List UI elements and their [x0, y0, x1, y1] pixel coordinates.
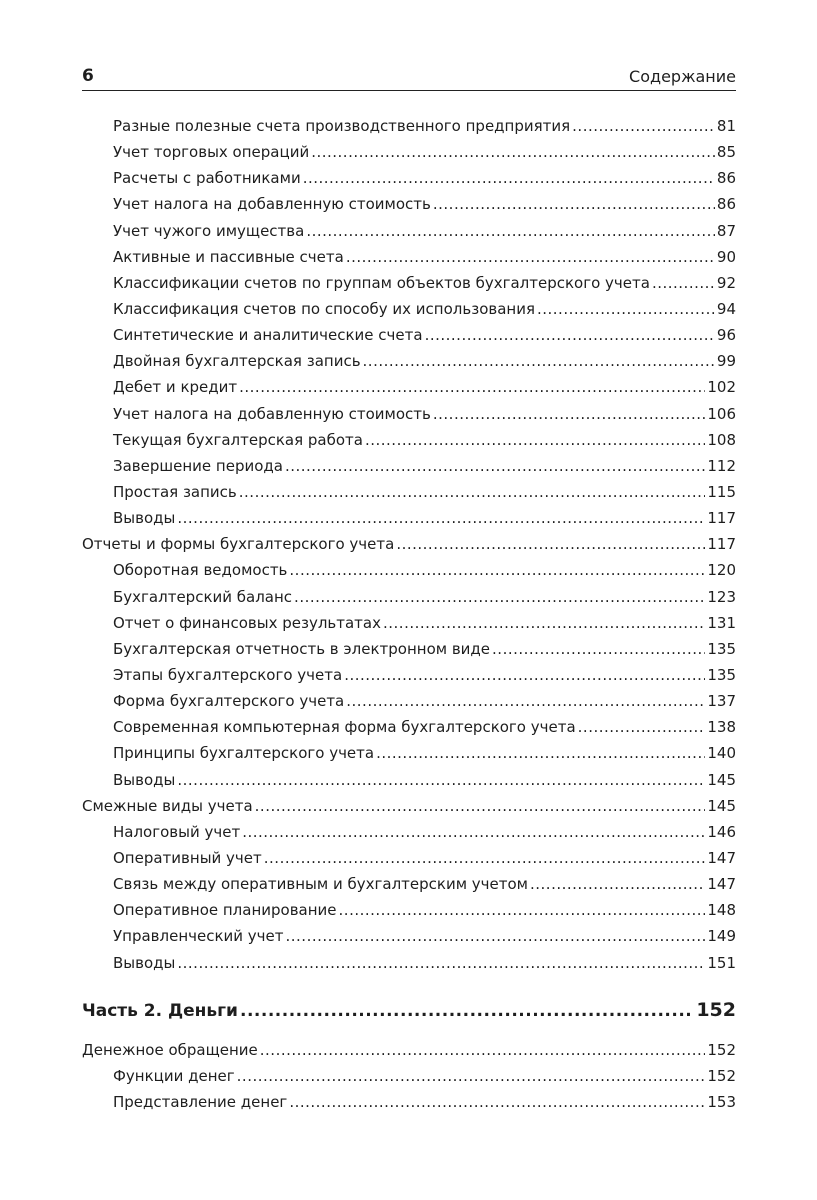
toc-page-number: 145 [707, 796, 736, 815]
toc-page-number: 108 [707, 430, 736, 449]
toc-entry-title: Активные и пассивные счета [113, 247, 344, 266]
toc-entry [82, 1089, 736, 1115]
toc-entry-title: Завершение периода [113, 456, 283, 475]
toc-page-number: 96 [716, 326, 736, 345]
toc-entry [82, 322, 736, 348]
toc-page-number: 120 [707, 561, 736, 580]
toc-entry [82, 557, 736, 583]
toc-entry-title: Выводы [113, 509, 176, 528]
toc-entry-title: Выводы [113, 953, 176, 972]
toc-entry-title: Разные полезные счета производственного предприятия [113, 117, 571, 135]
toc-entry-title: Смежные виды учета [82, 796, 253, 815]
toc-entry [82, 218, 736, 244]
toc-entry-title: Учет налога на добавленную стоимость [113, 404, 431, 423]
toc-part-heading [82, 993, 736, 1027]
toc-page-number: 135 [707, 639, 736, 658]
toc-entry-title: Оперативный учет [113, 848, 262, 867]
toc-entry-title: Простая запись [113, 482, 237, 501]
toc-entry [82, 296, 736, 322]
toc-page-number: 86 [716, 195, 736, 214]
toc-entry-title: Форма бухгалтерского учета [113, 692, 345, 711]
toc-page-number: 137 [707, 692, 736, 711]
toc-leader-dots [572, 113, 715, 139]
toc-leader-dots [237, 1063, 706, 1089]
toc-leader-dots [177, 950, 705, 976]
toc-leader-dots [239, 479, 706, 505]
toc-leader-dots [376, 740, 705, 766]
toc-entry [82, 191, 736, 217]
toc-entry [82, 113, 736, 139]
toc-entry-title: Синтетические и аналитические счета [113, 326, 423, 345]
toc-page-number: 87 [716, 221, 736, 240]
toc-entry [82, 897, 736, 923]
toc-entry [82, 950, 736, 976]
toc-entry-title: Часть 2. Деньги [82, 1000, 238, 1021]
toc-page-number: 148 [707, 901, 736, 920]
toc-page-number: 152 [707, 1066, 736, 1085]
toc-entry-title: Выводы [113, 770, 176, 789]
toc-page-number: 106 [707, 404, 736, 423]
toc-entry [82, 871, 736, 897]
toc-leader-dots [303, 165, 715, 191]
toc-entry-title: Дебет и кредит [113, 378, 238, 397]
toc-page-number: 135 [707, 665, 736, 684]
toc-entry-title: Текущая бухгалтерская работа [113, 430, 363, 449]
toc-entry-title: Двойная бухгалтерская запись [113, 352, 361, 371]
toc-page-number: 152 [696, 998, 736, 1021]
toc-entry [82, 662, 736, 688]
toc-leader-dots [294, 584, 705, 610]
toc-page-number: 153 [707, 1092, 736, 1111]
toc-entry-title: Классификации счетов по группам объектов бухгалтерского учета [113, 273, 650, 292]
toc-leader-dots [289, 1089, 705, 1115]
toc-page-number: 94 [716, 299, 736, 318]
toc-leader-dots [255, 793, 706, 819]
toc-leader-dots [537, 296, 715, 322]
toc-leader-dots [433, 401, 705, 427]
toc-entry [82, 1037, 736, 1063]
toc-entry [82, 767, 736, 793]
toc-leader-dots [264, 845, 706, 871]
toc-page-number: 123 [707, 587, 736, 606]
toc-entry-title: Налоговый учет [113, 822, 241, 841]
toc-entry-title: Представление денег [113, 1092, 288, 1111]
toc-page-number: 117 [707, 509, 736, 528]
toc-page-number: 102 [707, 378, 736, 397]
toc-page-number: 117 [707, 535, 736, 554]
toc-entry-title: Учет торговых операций [113, 143, 310, 162]
toc-page-number: 90 [716, 247, 736, 266]
toc-leader-dots [306, 218, 715, 244]
toc-leader-dots [433, 191, 715, 217]
toc-entry-title: Расчеты с работниками [113, 169, 301, 188]
toc-entry [82, 793, 736, 819]
toc-entry [82, 505, 736, 531]
toc-entry-title: Бухгалтерский баланс [113, 587, 293, 606]
toc-page-number: 81 [716, 117, 736, 135]
toc-entry [82, 740, 736, 766]
toc-leader-dots [240, 994, 694, 1028]
toc-leader-dots [396, 531, 705, 557]
toc-entry [82, 453, 736, 479]
toc-entry [82, 374, 736, 400]
toc-entry-title: Этапы бухгалтерского учета [113, 665, 343, 684]
toc-page-number: 149 [707, 927, 736, 946]
toc-page-number: 115 [707, 482, 736, 501]
toc-leader-dots [339, 897, 706, 923]
toc-entry [82, 270, 736, 296]
toc-entry [82, 714, 736, 740]
toc-leader-dots [346, 244, 715, 270]
toc-leader-dots [285, 453, 705, 479]
toc-entry [82, 923, 736, 949]
toc-leader-dots [578, 714, 706, 740]
toc-entry [82, 688, 736, 714]
toc-entry-title: Современная компьютерная форма бухгалтерского учета [113, 718, 576, 737]
toc-entry [82, 244, 736, 270]
toc-leader-dots [344, 662, 705, 688]
toc-entry-title: Учет налога на добавленную стоимость [113, 195, 431, 214]
toc-entry-title: Бухгалтерская отчетность в электронном виде [113, 639, 491, 658]
toc-page-number: 145 [707, 770, 736, 789]
toc-leader-dots [289, 557, 705, 583]
toc-entry [82, 427, 736, 453]
toc-entry [82, 479, 736, 505]
running-header [82, 64, 736, 91]
toc-entry [82, 819, 736, 845]
toc-entry-title: Учет чужого имущества [113, 221, 305, 240]
toc-page-number: 152 [707, 1040, 736, 1059]
toc-page-number: 138 [707, 718, 736, 737]
toc-entry-title: Денежное обращение [82, 1040, 258, 1059]
toc-entry-title: Оборотная ведомость [113, 561, 288, 580]
toc-entry [82, 165, 736, 191]
toc-leader-dots [492, 636, 705, 662]
toc-leader-dots [346, 688, 705, 714]
toc-page-number: 86 [716, 169, 736, 188]
toc-entry-title: Функции денег [113, 1066, 235, 1085]
toc-leader-dots [260, 1037, 706, 1063]
toc-page-number: 140 [707, 744, 736, 763]
toc-leader-dots [652, 270, 715, 296]
toc-page-number: 147 [707, 875, 736, 894]
toc-page-number: 99 [716, 352, 736, 371]
toc-entry [82, 1063, 736, 1089]
toc-entry-title: Оперативное планирование [113, 901, 337, 920]
toc-page-number: 85 [716, 143, 736, 162]
toc-leader-dots [425, 322, 715, 348]
toc-page-number: 131 [707, 613, 736, 632]
toc-entry [82, 845, 736, 871]
toc-entry-title: Связь между оперативным и бухгалтерским учетом [113, 875, 528, 894]
toc-entry-title: Отчет о финансовых результатах [113, 613, 381, 632]
toc-leader-dots [239, 374, 705, 400]
toc-entry-title: Принципы бухгалтерского учета [113, 744, 375, 763]
toc-entry-title: Управленческий учет [113, 927, 284, 946]
toc-page-number: 147 [707, 848, 736, 867]
toc-page-number: 146 [707, 822, 736, 841]
toc-entry-title: Отчеты и формы бухгалтерского учета [82, 535, 395, 554]
table-of-contents [82, 113, 736, 1115]
toc-entry [82, 401, 736, 427]
toc-page-number: 92 [716, 273, 736, 292]
toc-leader-dots [286, 923, 706, 949]
toc-page-number: 112 [707, 456, 736, 475]
toc-entry [82, 636, 736, 662]
toc-leader-dots [365, 427, 705, 453]
page-number: 6 [82, 66, 94, 86]
section-title: Содержание [629, 67, 736, 86]
toc-entry-title: Классификация счетов по способу их использования [113, 299, 535, 318]
toc-leader-dots [177, 767, 705, 793]
toc-entry [82, 584, 736, 610]
toc-entry [82, 531, 736, 557]
toc-leader-dots [242, 819, 705, 845]
toc-leader-dots [311, 139, 715, 165]
toc-leader-dots [177, 505, 705, 531]
toc-leader-dots [383, 610, 705, 636]
toc-entry [82, 610, 736, 636]
toc-leader-dots [530, 871, 705, 897]
toc-page-number: 151 [707, 953, 736, 972]
toc-entry [82, 348, 736, 374]
toc-leader-dots [363, 348, 715, 374]
toc-entry [82, 139, 736, 165]
